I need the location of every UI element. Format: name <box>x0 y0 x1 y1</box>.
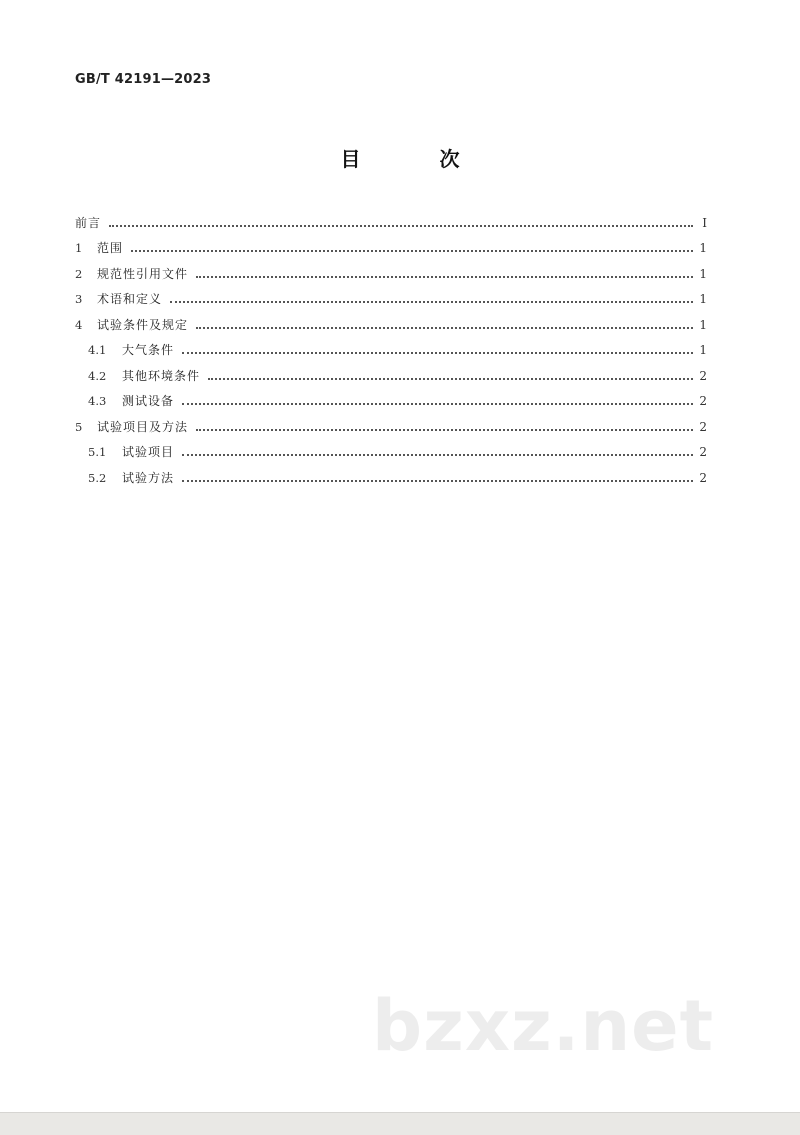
toc-entry-number: 4.3 <box>88 394 107 408</box>
toc-entry-label: 试验方法 <box>122 470 175 485</box>
toc-leader-dots <box>170 301 693 303</box>
toc-leader-dots <box>196 429 693 431</box>
toc-entry-number: 4.1 <box>88 343 107 357</box>
toc-leader-dots <box>131 250 693 252</box>
toc-entry-number: 1 <box>75 241 83 255</box>
toc-leader-dots <box>208 378 693 380</box>
toc-entry-page: 1 <box>699 343 707 357</box>
toc-entry-label: 术语和定义 <box>97 292 163 306</box>
toc-entry-page: 2 <box>699 445 707 459</box>
toc-leader-dots <box>196 276 693 278</box>
toc-entry-page: 2 <box>699 470 707 485</box>
toc-entry-label: 试验条件及规定 <box>97 317 189 332</box>
toc-entry-page: 2 <box>699 394 707 408</box>
toc-entry-number: 4 <box>75 317 83 332</box>
toc-entry-label: 试验项目 <box>122 445 175 459</box>
toc-entry-number: 4.2 <box>88 368 107 383</box>
toc-entry-5-1[interactable] <box>75 435 707 461</box>
toc-leader-dots <box>182 480 693 482</box>
toc-entry-page: 2 <box>699 368 707 383</box>
toc-entry-5[interactable] <box>75 409 707 435</box>
table-of-contents <box>75 205 707 486</box>
toc-entry-1[interactable] <box>75 231 707 257</box>
toc-entry-page: 1 <box>699 292 707 306</box>
toc-entry-2[interactable] <box>75 256 707 282</box>
toc-entry-label: 规范性引用文件 <box>97 266 189 281</box>
toc-entry-foreword[interactable] <box>75 205 707 231</box>
toc-leader-dots <box>182 352 693 354</box>
page-bottom-edge <box>0 1112 800 1135</box>
toc-entry-page: 2 <box>699 419 707 434</box>
toc-entry-label: 试验项目及方法 <box>97 419 189 434</box>
toc-entry-number: 3 <box>75 292 83 306</box>
standard-number: GB/T 42191—2023 <box>75 72 212 87</box>
toc-title: 目 次 <box>340 147 496 171</box>
toc-entry-4-3[interactable] <box>75 384 707 410</box>
toc-entry-4-1[interactable] <box>75 333 707 359</box>
toc-entry-5-2[interactable] <box>75 460 707 486</box>
toc-leader-dots <box>196 327 693 329</box>
toc-entry-4[interactable] <box>75 307 707 333</box>
toc-entry-label: 其他环境条件 <box>122 368 201 383</box>
toc-entry-label: 大气条件 <box>122 343 175 357</box>
watermark: bzxz.net <box>372 985 715 1067</box>
toc-entry-page: 1 <box>699 241 707 255</box>
toc-leader-dots <box>182 454 693 456</box>
toc-entry-page: Ⅰ <box>702 215 707 230</box>
toc-entry-number: 5.2 <box>88 470 107 485</box>
toc-entry-3[interactable] <box>75 282 707 308</box>
toc-entry-number: 2 <box>75 266 83 281</box>
toc-entry-page: 1 <box>699 317 707 332</box>
toc-entry-4-2[interactable] <box>75 358 707 384</box>
toc-entry-label: 范围 <box>97 241 124 255</box>
toc-leader-dots <box>109 225 693 227</box>
toc-entry-label: 测试设备 <box>122 394 175 408</box>
toc-entry-number: 5 <box>75 419 83 434</box>
toc-entry-number: 5.1 <box>88 445 107 459</box>
toc-leader-dots <box>182 403 693 405</box>
toc-entry-page: 1 <box>699 266 707 281</box>
toc-entry-label: 前言 <box>75 215 102 230</box>
